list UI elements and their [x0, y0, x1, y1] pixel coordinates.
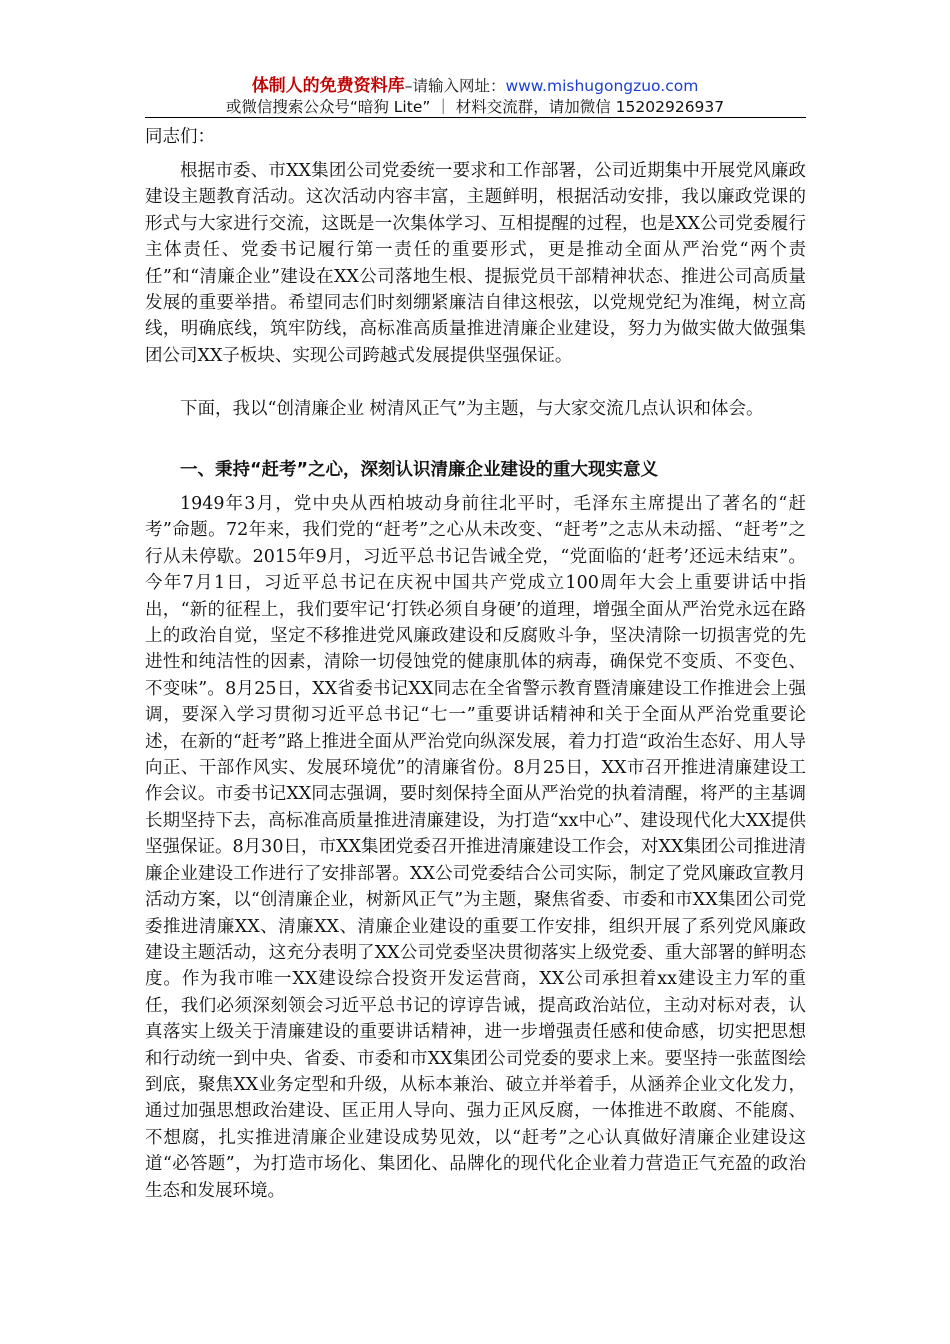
header-line-1 [145, 71, 805, 96]
header-divider [145, 117, 806, 118]
header-prompt: –请输入网址： [404, 77, 506, 95]
paragraph-2: 下面，我以“创清廉企业 树清风正气”为主题，与大家交流几点认识和体会。 [180, 399, 764, 419]
section-heading-1: 一、秉持“赶考”之心，深刻认识清廉企业建设的重大现实意义 [180, 460, 659, 480]
header-url-link[interactable]: www.mishugongzuo.com [505, 77, 699, 95]
salutation: 同志们： [145, 127, 215, 147]
header-brand: 体制人的免费资料库 [251, 76, 405, 96]
paragraph-3: 1949年3月，党中央从西柏坡动身前往北平时，毛泽东主席提出了著名的“赶考”命题。72年来，我们党的“赶考”之心从未改变、“赶考”之志从未动摇、“赶考”之行从未停歇。2015年9月，习近平总书记告诫全党，“党面临的‘赶考’还远未结束”。今年7月1日，习近平总书记在庆祝中国共产党成立100周年大会上重要讲话中指出，“新的征程上，我们要牢记‘打铁必须自身硬’的道理，增强全面从严治党永远在路上的政治自觉，坚定不移推进党风廉政建设和反腐败斗争，坚决清除一切损害党的先进性和纯洁性的因素，清除一切侵蚀党的健康肌体的病毒，确保党不变质、不变色、不变味”。8月25日，XX省委书记XX同志在全省警示教育暨清廉建设工作推进会上强调，要深入学习贯彻习近平总书记“七一”重要讲话精神和关于全面从严治党重要论述，在新的“赶考”路上推进全面从严治党向纵深发展，着力打造“政治生态好、用人导向正、干部作风实、发展环境优”的清廉省份。8月25日，XX市召开推进清廉建设工作会议。市委书记XX同志强调，要时刻保持全面从严治党的执着清醒，将严的主基调长期坚持下去，高标准高质量推进清廉建设，为打造“xx中心”、建设现代化大XX提供坚强保证。8月30日，市XX集团党委召开推进清廉建设工作会，对XX集团公司推进清廉企业建设工作进行了安排部署。XX公司党委结合公司实际，制定了党风廉政宣教月活动方案，以“创清廉企业，树新风正气”为主题，聚焦省委、市委和市XX集团公司党委推进清廉XX、清廉XX、清廉企业建设的重要工作安排，组织开展了系列党风廉政建设主题活动，这充分表明了XX公司党委坚决贯彻落实上级党委、重大部署的鲜明态度。作为我市唯一XX建设综合投资开发运营商，XX公司承担着xx建设主力军的重任，我们必须深刻领会习近平总书记的谆谆告诫，提高政治站位，主动对标对表，认真落实上级关于清廉建设的重要讲话精神，进一步增强责任感和使命感，切实把思想和行动统一到中央、省委、市委和市XX集团公司党委的要求上来。要坚持一张蓝图绘到底，聚焦XX业务定型和升级，从标本兼治、破立并举着手，从涵养企业文化发力，通过加强思想政治建设、匡正用人导向、强力正风反腐，一体推进不敢腐、不能腐、不想腐，扎实推进清廉企业建设成势见效，以“赶考”之心认真做好清廉企业建设这道“必答题”，为打造市场化、集团化、品牌化的现代化企业着力营造正气充盈的政治生态和发展环境。 [145, 494, 806, 1201]
paragraph-1: 根据市委、市XX集团公司党委统一要求和工作部署，公司近期集中开展党风廉政建设主题教育活动。这次活动内容丰富，主题鲜明，根据活动安排，我以廉政党课的形式与大家进行交流，这既是一次集体学习、互相提醒的过程，也是XX公司党委履行主体责任、党委书记履行第一责任的重要形式，更是推动全面从严治党“两个责任”和“清廉企业”建设在XX公司落地生根、提振党员干部精神状态、推进公司高质量发展的重要举措。希望同志们时刻绷紧廉洁自律这根弦，以党规党纪为准绳，树立高线，明确底线，筑牢防线，高标准高质量推进清廉企业建设，努力为做实做大做强集团公司XX子板块、实现公司跨越式发展提供坚强保证。 [145, 161, 806, 366]
header-line-2: 或微信搜索公众号“暗狗 Lite” ｜ 材料交流群，请加微信 15202926937 [225, 98, 725, 116]
